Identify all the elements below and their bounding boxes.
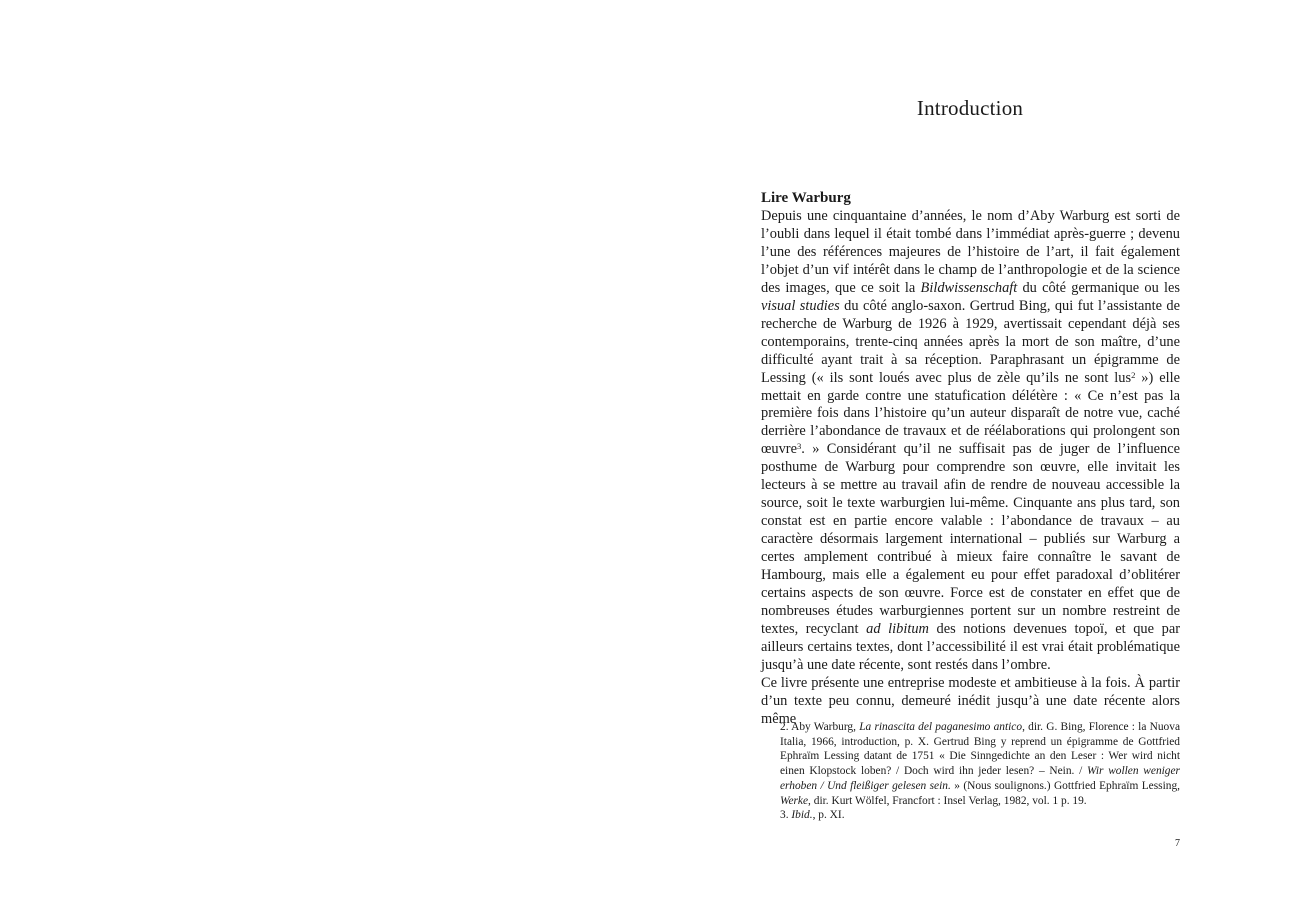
footnotes bbox=[780, 720, 1180, 823]
body-text bbox=[761, 208, 1180, 729]
page-number: 7 bbox=[1175, 838, 1180, 849]
footnote: 2. Aby Warburg, La rinascita del paganesimo antico, dir. G. Bing, Florence : la Nuova Italia, 1966, introduction, p. X. Gertrud Bing y reprend un épigramme de Gottfried Ephraïm Lessing datant de 1751 « Die Sinngedichte an den Leser : Wer wird nicht einen Klopstock loben? / Doch wird ihn jeder lesen? – Nein. / Wir wollen weniger erhoben / Und fleißiger gelesen sein. » (Nous soulignons.) Gottfried Ephraïm Lessing, Werke, dir. Kurt Wölfel, Francfort : Insel Verlag, 1982, vol. 1 p. 19. bbox=[780, 721, 1180, 807]
paragraph: Depuis une cinquantaine d’années, le nom d’Aby Warburg est sorti de l’oubli dans lequel il était tombé dans l’immédiat après-guerre ; devenu l’une des références majeures de l’histoire de l’art, il fait également l’objet d’un vif intérêt dans le champ de l’anthropologie et de la science des images, que ce soit la Bildwissenschaft du côté germanique ou les visual studies du côté anglo-saxon. Gertrud Bing, qui fut l’assistante de recherche de Warburg de 1926 à 1929, avertissait cependant déjà ses contemporains, trente-cinq années après la mort de son maître, d’une difficulté ayant trait à sa réception. Paraphrasant un épigramme de Lessing (« ils sont loués avec plus de zèle qu’ils ne sont lus$^2$ ») elle mettait en garde contre une statufication délétère : « Ce n’est pas la première fois dans l’histoire qu’un auteur disparaît de notre vue, caché derrière l’abondance de travaux et de réélaborations qui prolongent son œuvre$^3$. » Considérant qu’il ne suffisait pas de juger de l’influence posthume de Warburg pour comprendre son œuvre, elle invitait les lecteurs à se mettre au travail afin de rendre de nouveau accessible la source, soit le texte warburgien lui-même. Cinquante ans plus tard, son constat est en partie encore valable : l’abondance de travaux – au caractère désormais largement international – publiés sur Warburg a certes amplement contribué à mieux faire connaître le savant de Hambourg, mais elle a également eu pour effet paradoxal d’oblitérer certains aspects de son œuvre. Force est de constater en effet que de nombreuses études warburgiennes portent sur un nombre restreint de textes, recyclant ad libitum des notions devenues topoï, et que par ailleurs certains textes, dont l’accessibilité il est vrai était problématique jusqu’à une date récente, sont restés dans l’ombre. bbox=[761, 208, 1180, 673]
italic-term: Bildwissenschaft bbox=[920, 279, 1018, 296]
footnote: 3. Ibid., p. XI. bbox=[780, 809, 845, 822]
section-heading: Lire Warburg bbox=[761, 190, 851, 206]
chapter-title: Introduction bbox=[916, 96, 1024, 120]
italic-term: visual studies bbox=[761, 297, 840, 314]
footnote-ref[interactable]: 2 bbox=[1131, 369, 1136, 380]
paragraph: Ce livre présente une entreprise modeste et ambitieuse à la fois. À partir d’un texte peu connu, demeuré inédit jusqu’à une date récente alors même bbox=[761, 674, 1180, 727]
italic-term: ad libitum bbox=[866, 620, 929, 637]
footnote-ref[interactable]: 3 bbox=[796, 441, 802, 452]
